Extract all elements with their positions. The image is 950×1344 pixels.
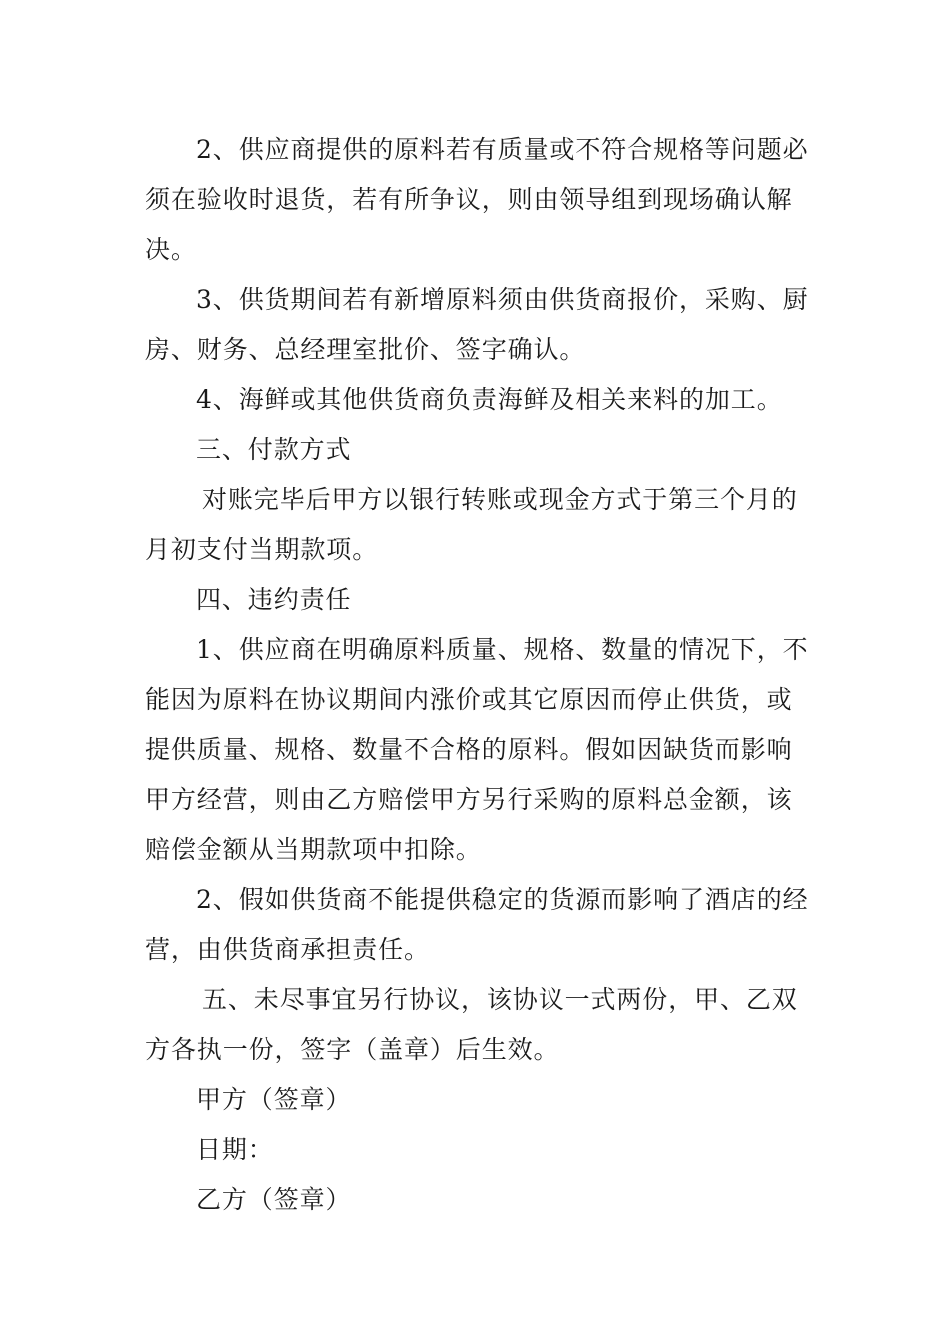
liability-1-line-5: 赔偿金额从当期款项中扣除。: [145, 835, 482, 864]
section-5-line-2: 方各执一份，签字（盖章）后生效。: [145, 1035, 560, 1064]
clause-4-line-1: 4、海鲜或其他供货商负责海鲜及相关来料的加工。: [196, 385, 783, 414]
clause-2-line-3: 决。: [145, 235, 197, 264]
payment-line-1: 对账完毕后甲方以银行转账或现金方式于第三个月的: [202, 485, 798, 514]
liability-2-line-2: 营，由供货商承担责任。: [145, 935, 430, 964]
party-a-signature: 甲方（签章）: [196, 1085, 352, 1114]
date-label: 日期：: [196, 1135, 274, 1164]
section-3-heading: 三、付款方式: [196, 435, 352, 464]
section-5-line-1: 五、未尽事宜另行协议，该协议一式两份，甲、乙双: [202, 985, 798, 1014]
clause-2-line-1: 2、供应商提供的原料若有质量或不符合规格等问题必: [196, 135, 809, 164]
clause-3-line-1: 3、供货期间若有新增原料须由供货商报价，采购、厨: [196, 285, 809, 314]
section-4-heading: 四、违约责任: [196, 585, 352, 614]
clause-2-line-2: 须在验收时退货，若有所争议，则由领导组到现场确认解: [145, 185, 793, 214]
liability-1-line-1: 1、供应商在明确原料质量、规格、数量的情况下，不: [196, 635, 809, 664]
clause-3-line-2: 房、财务、总经理室批价、签字确认。: [145, 335, 586, 364]
payment-line-2: 月初支付当期款项。: [145, 535, 379, 564]
liability-1-line-2: 能因为原料在协议期间内涨价或其它原因而停止供货，或: [145, 685, 793, 714]
party-b-signature: 乙方（签章）: [196, 1185, 352, 1214]
liability-2-line-1: 2、假如供货商不能提供稳定的货源而影响了酒店的经: [196, 885, 809, 914]
liability-1-line-4: 甲方经营，则由乙方赔偿甲方另行采购的原料总金额，该: [145, 785, 793, 814]
liability-1-line-3: 提供质量、规格、数量不合格的原料。假如因缺货而影响: [145, 735, 793, 764]
